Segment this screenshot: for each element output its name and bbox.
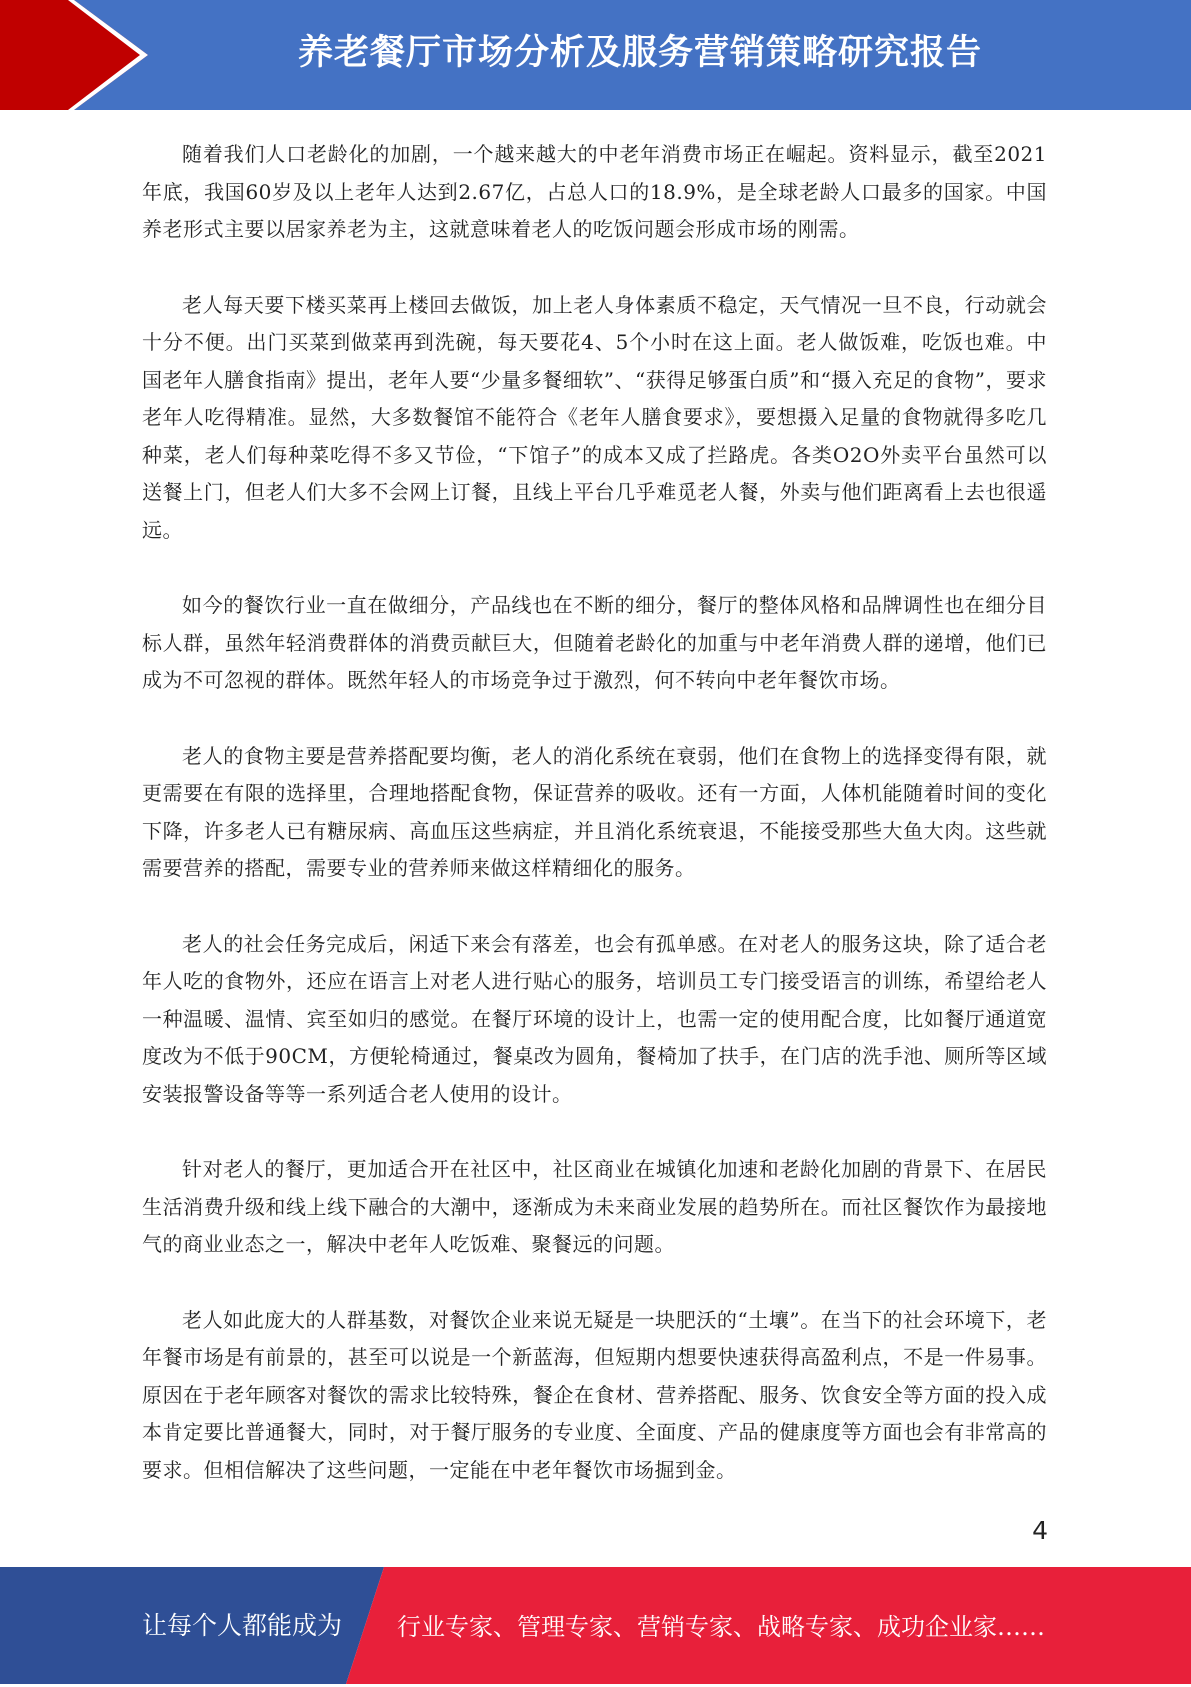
footer-slogan-right: 行业专家、管理专家、营销专家、战略专家、成功企业家…… bbox=[397, 1613, 1045, 1641]
paragraph-5: 老人的社会任务完成后，闲适下来会有落差，也会有孤单感。在对老人的服务这块，除了适合老年人吃的食物外，还应在语言上对老人进行贴心的服务，培训员工专门接受语言的训练，希望给老人一种温暖、温情、宾至如归的感觉。在餐厅环境的设计上，也需一定的使用配合度，比如餐厅通道宽度改为不低于90CM，方便轮椅通过，餐桌改为圆角，餐椅加了扶手，在门店的洗手池、厕所等区域安装报警设备等等一系列适合老人使用的设计。 bbox=[142, 931, 1047, 1106]
paragraph-6: 针对老人的餐厅，更加适合开在社区中，社区商业在城镇化加速和老龄化加剧的背景下、在居民生活消费升级和线上线下融合的大潮中，逐渐成为未来商业发展的趋势所在。而社区餐饮作为最接地气的商业业态之一，解决中老年人吃饭难、聚餐远的问题。 bbox=[142, 1157, 1047, 1256]
page-footer bbox=[0, 1567, 1191, 1684]
page-header bbox=[0, 0, 1191, 110]
paragraph-2: 老人每天要下楼买菜再上楼回去做饭，加上老人身体素质不稳定，天气情况一旦不良，行动就会十分不便。出门买菜到做菜再到洗碗，每天要花4、5个小时在这上面。老人做饭难，吃饭也难。中国老年人膳食指南》提出，老年人要“少量多餐细软”、“获得足够蛋白质”和“摄入充足的食物”，要求老年人吃得精准。显然，大多数餐馆不能符合《老年人膳食要求》，要想摄入足量的食物就得多吃几种菜，老人们每种菜吃得不多又节俭，“下馆子”的成本又成了拦路虎。各类O2O外卖平台虽然可以送餐上门，但老人们大多不会网上订餐，且线上平台几乎难觅老人餐，外卖与他们距离看上去也很遥远。 bbox=[142, 292, 1047, 542]
paragraph-7: 老人如此庞大的人群基数，对餐饮企业来说无疑是一块肥沃的“土壤”。在当下的社会环境下，老年餐市场是有前景的，甚至可以说是一个新蓝海，但短期内想要快速获得高盈利点，不是一件易事。原因在于老年顾客对餐饮的需求比较特殊，餐企在食材、营养搭配、服务、饮食安全等方面的投入成本肯定要比普通餐大，同时，对于餐厅服务的专业度、全面度、产品的健康度等方面也会有非常高的要求。但相信解决了这些问题，一定能在中老年餐饮市场掘到金。 bbox=[142, 1307, 1047, 1482]
paragraph-1: 随着我们人口老龄化的加剧，一个越来越大的中老年消费市场正在崛起。资料显示，截至2021年底，我国60岁及以上老年人达到2.67亿，占总人口的18.9%，是全球老龄人口最多的国家。中国养老形式主要以居家养老为主，这就意味着老人的吃饭问题会形成市场的刚需。 bbox=[142, 142, 1047, 241]
body-content bbox=[142, 136, 1047, 1527]
paragraph-4: 老人的食物主要是营养搭配要均衡，老人的消化系统在衰弱，他们在食物上的选择变得有限，就更需要在有限的选择里，合理地搭配食物，保证营养的吸收。还有一方面，人体机能随着时间的变化下降，许多老人已有糖尿病、高血压这些病症，并且消化系统衰退，不能接受那些大鱼大肉。这些就需要营养的搭配，需要专业的营养师来做这样精细化的服务。 bbox=[142, 743, 1047, 880]
report-title: 养老餐厅市场分析及服务营销策略研究报告 bbox=[297, 33, 982, 73]
page-number: 4 bbox=[1032, 1516, 1048, 1545]
footer-slogan-left: 让每个人都能成为 bbox=[142, 1611, 343, 1640]
paragraph-3: 如今的餐饮行业一直在做细分，产品线也在不断的细分，餐厅的整体风格和品牌调性也在细分目标人群，虽然年轻消费群体的消费贡献巨大，但随着老龄化的加重与中老年消费人群的递增，他们已成为不可忽视的群体。既然年轻人的市场竞争过于激烈，何不转向中老年餐饮市场。 bbox=[142, 593, 1047, 692]
